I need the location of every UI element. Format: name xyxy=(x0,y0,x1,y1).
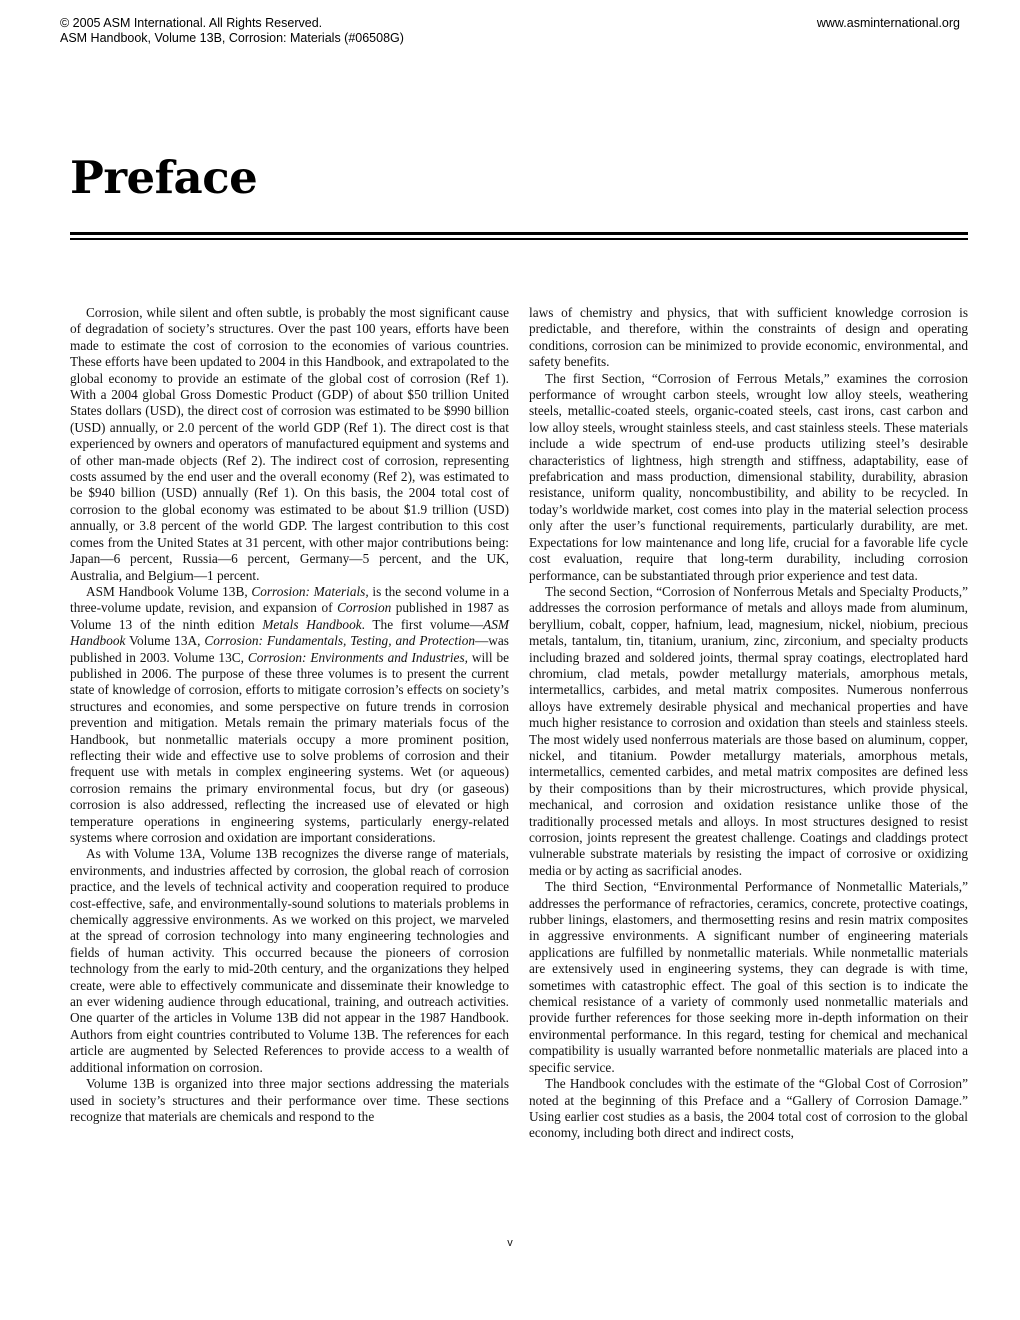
paragraph: As with Volume 13A, Volume 13B recognizes the diverse range of materials, environments, and industries affected by corrosion, the global reach of corrosion practice, and the levels of technical activity and cooperation required to produce cost-effective, safe, and environmentally-sound solutions to materials problems in chemically aggressive environments. As we worked on this project, we marveled at the spread of corrosion technology into many engineering technologies and fields of human activity. This occurred because the pioneers of corrosion technology from the early to mid-20th century, and the organizations they helped create, were able to effectively communicate and disseminate their knowledge to an ever widening audience through educational, training, and outreach activities. One quarter of the articles in Volume 13B did not appear in the 1987 Handbook. Authors from eight countries contributed to Volume 13B. The references for each article are augmented by Selected References to provide access to a wealth of additional information on corrosion. xyxy=(70,846,509,1075)
paragraph: The Handbook concludes with the estimate of the “Global Cost of Corrosion” noted at the beginning of this Preface and a “Gallery of Corrosion Damage.” Using earlier cost studies as a basis, the 2004 total cost of corrosion to the global economy, including both direct and indirect costs, xyxy=(529,1076,968,1141)
page-number: v xyxy=(507,1237,513,1249)
title-rule-thick xyxy=(70,232,968,235)
paragraph: laws of chemistry and physics, that with sufficient knowledge corrosion is predictable, and therefore, within the constraints of design and operating conditions, corrosion can be minimized to provide economic, environmental, and safety benefits. xyxy=(529,305,968,370)
book-reference: ASM Handbook, Volume 13B, Corrosion: Materials (#06508G) xyxy=(60,31,404,45)
left-column xyxy=(70,305,509,1125)
title-rule-thin xyxy=(70,238,968,240)
paragraph: The first Section, “Corrosion of Ferrous Metals,” examines the corrosion performance of wrought carbon steels, wrought low alloy steels, weathering steels, metallic-coated steels, organic-coated steels, cast irons, cast carbon and low alloy steels, wrought stainless steels, and cast stainless steels. These materials include a wide spectrum of end-use products utilizing steel’s desirable characteristics of lightness, high strength and stiffness, adaptability, ease of prefabrication and mass production, dimensional stability, durability, abrasion resistance, uniform quality, noncombustibility, and ability to be recycled. In today’s worldwide market, cost comes into play in the material selection process only after the user’s functional requirements, particularly durability, are met. Expectations for low maintenance and long life, crucial for a favorable life cycle cost evaluation, require that long-term durability, including corrosion performance, can be substantiated through prior experience and test data. xyxy=(529,370,968,583)
paragraph: Corrosion, while silent and often subtle, is probably the most significant cause of degradation of society’s structures. Over the past 100 years, efforts have been made to estimate the cost of corrosion to the economies of various countries. These efforts have been updated to 2004 in this Handbook, and extrapolated to the global economy to provide an estimate of the global cost of corrosion (Ref 1). With a 2004 global Gross Domestic Product (GDP) of about $50 trillion United States dollars (USD), the direct cost of corrosion was estimated to be $990 billion (USD) annually, or 2.0 percent of the world GDP (Ref 1). The direct cost is that experienced by owners and operators of manufactured equipment and systems and of other man-made objects (Ref 2). The indirect cost of corrosion, representing costs assumed by the end user and the overall economy (Ref 2), was estimated to be $940 billion (USD) annually (Ref 1). On this basis, the 2004 total cost of corrosion to the global economy was estimated to be about $1.9 trillion (USD) annually, or 3.8 percent of the world GDP. The largest contribution to this cost comes from the United States at 31 percent, with other major contributions being: Japan—6 percent, Russia—6 percent, Germany—5 percent, and the UK, Australia, and Belgium—1 percent. xyxy=(70,305,509,583)
page-header-left xyxy=(60,16,404,46)
paragraph: The second Section, “Corrosion of Nonferrous Metals and Specialty Products,” addresses the corrosion performance of metals and alloys made from aluminum, beryllium, cobalt, copper, hafnium, lead, magnesium, nickel, niobium, precious metals, tantalum, tin, titanium, uranium, zinc, zirconium, and specialty products including brazed and soldered joints, thermal spray coatings, electroplated hard chromium, clad metals, powder metallurgy materials, amorphous metals, intermetallics, carbides, and metal matrix composites. Numerous nonferrous alloys have extremely desirable physical and mechanical properties and have much higher resistance to corrosion and oxidation than steels and stainless steels. The most widely used nonferrous materials are those based on aluminum, copper, nickel, and titanium. Powder metallurgy materials, amorphous metals, intermetallics, cemented carbides, and metal matrix composites are defined less by their compositions than by their microstructures, which provide physical, mechanical, and corrosion and oxidation resistance unlike those of the traditionally processed metals and alloys. In most structures designed to resist corrosion, joints represent the greatest challenge. Coatings and claddings protect vulnerable substrate materials by resisting the impact of corrosive or oxidizing media or by acting as sacrificial anodes. xyxy=(529,583,968,878)
paragraph: The third Section, “Environmental Performance of Nonmetallic Materials,” addresses the performance of refractories, ceramics, concrete, protective coatings, rubber linings, elastomers, and thermosetting resins and resin matrix composites in aggressive environments. A significant number of engineering materials applications are fulfilled by nonmetallic materials. While nonmetallic materials are extensively used in engineering systems, they can degrade is with time, sometimes with catastrophic effect. The goal of this section is to indicate the chemical resistance of a variety of commonly used nonmetallic materials and provide further references for those seeking more in-depth information on their environmental performance. In this regard, testing for chemical and mechanical compatibility is usually warranted before nonmetallic materials are placed into a specific service. xyxy=(529,879,968,1075)
paragraph: ASM Handbook Volume 13B, Corrosion: Materials, is the second volume in a three-volume update, revision, and expansion of Corrosion published in 1987 as Volume 13 of the ninth edition Metals Handbook. The first volume—ASM Handbook Volume 13A, Corrosion: Fundamentals, Testing, and Protection—was published in 2003. Volume 13C, Corrosion: Environments and Industries, will be published in 2006. The purpose of these three volumes is to present the current state of knowledge of corrosion, efforts to mitigate corrosion’s effects on society’s structures and economies, and some perspective on future trends in corrosion prevention and mitigation. Metals remain the primary materials focus of the Handbook, but nonmetallic materials occupy a more prominent position, reflecting their wide and effective use to solve problems of corrosion and their frequent use with metals in complex engineering systems. Wet (or aqueous) corrosion remains the primary environmental focus, but dry (or gaseous) corrosion is also addressed, reflecting the increased use of elevated or high temperature operations in engineering systems, particularly energy-related systems where corrosion and oxidation are important considerations. xyxy=(70,583,509,845)
page-title: Preface xyxy=(70,151,258,204)
paragraph: Volume 13B is organized into three major sections addressing the materials used in society’s structures and their performance over time. These sections recognize that materials are chemicals and respond to the xyxy=(70,1076,509,1124)
right-column xyxy=(529,305,968,1142)
copyright-notice: © 2005 ASM International. All Rights Reserved. xyxy=(60,16,323,30)
website-link[interactable]: www.asminternational.org xyxy=(816,16,960,30)
